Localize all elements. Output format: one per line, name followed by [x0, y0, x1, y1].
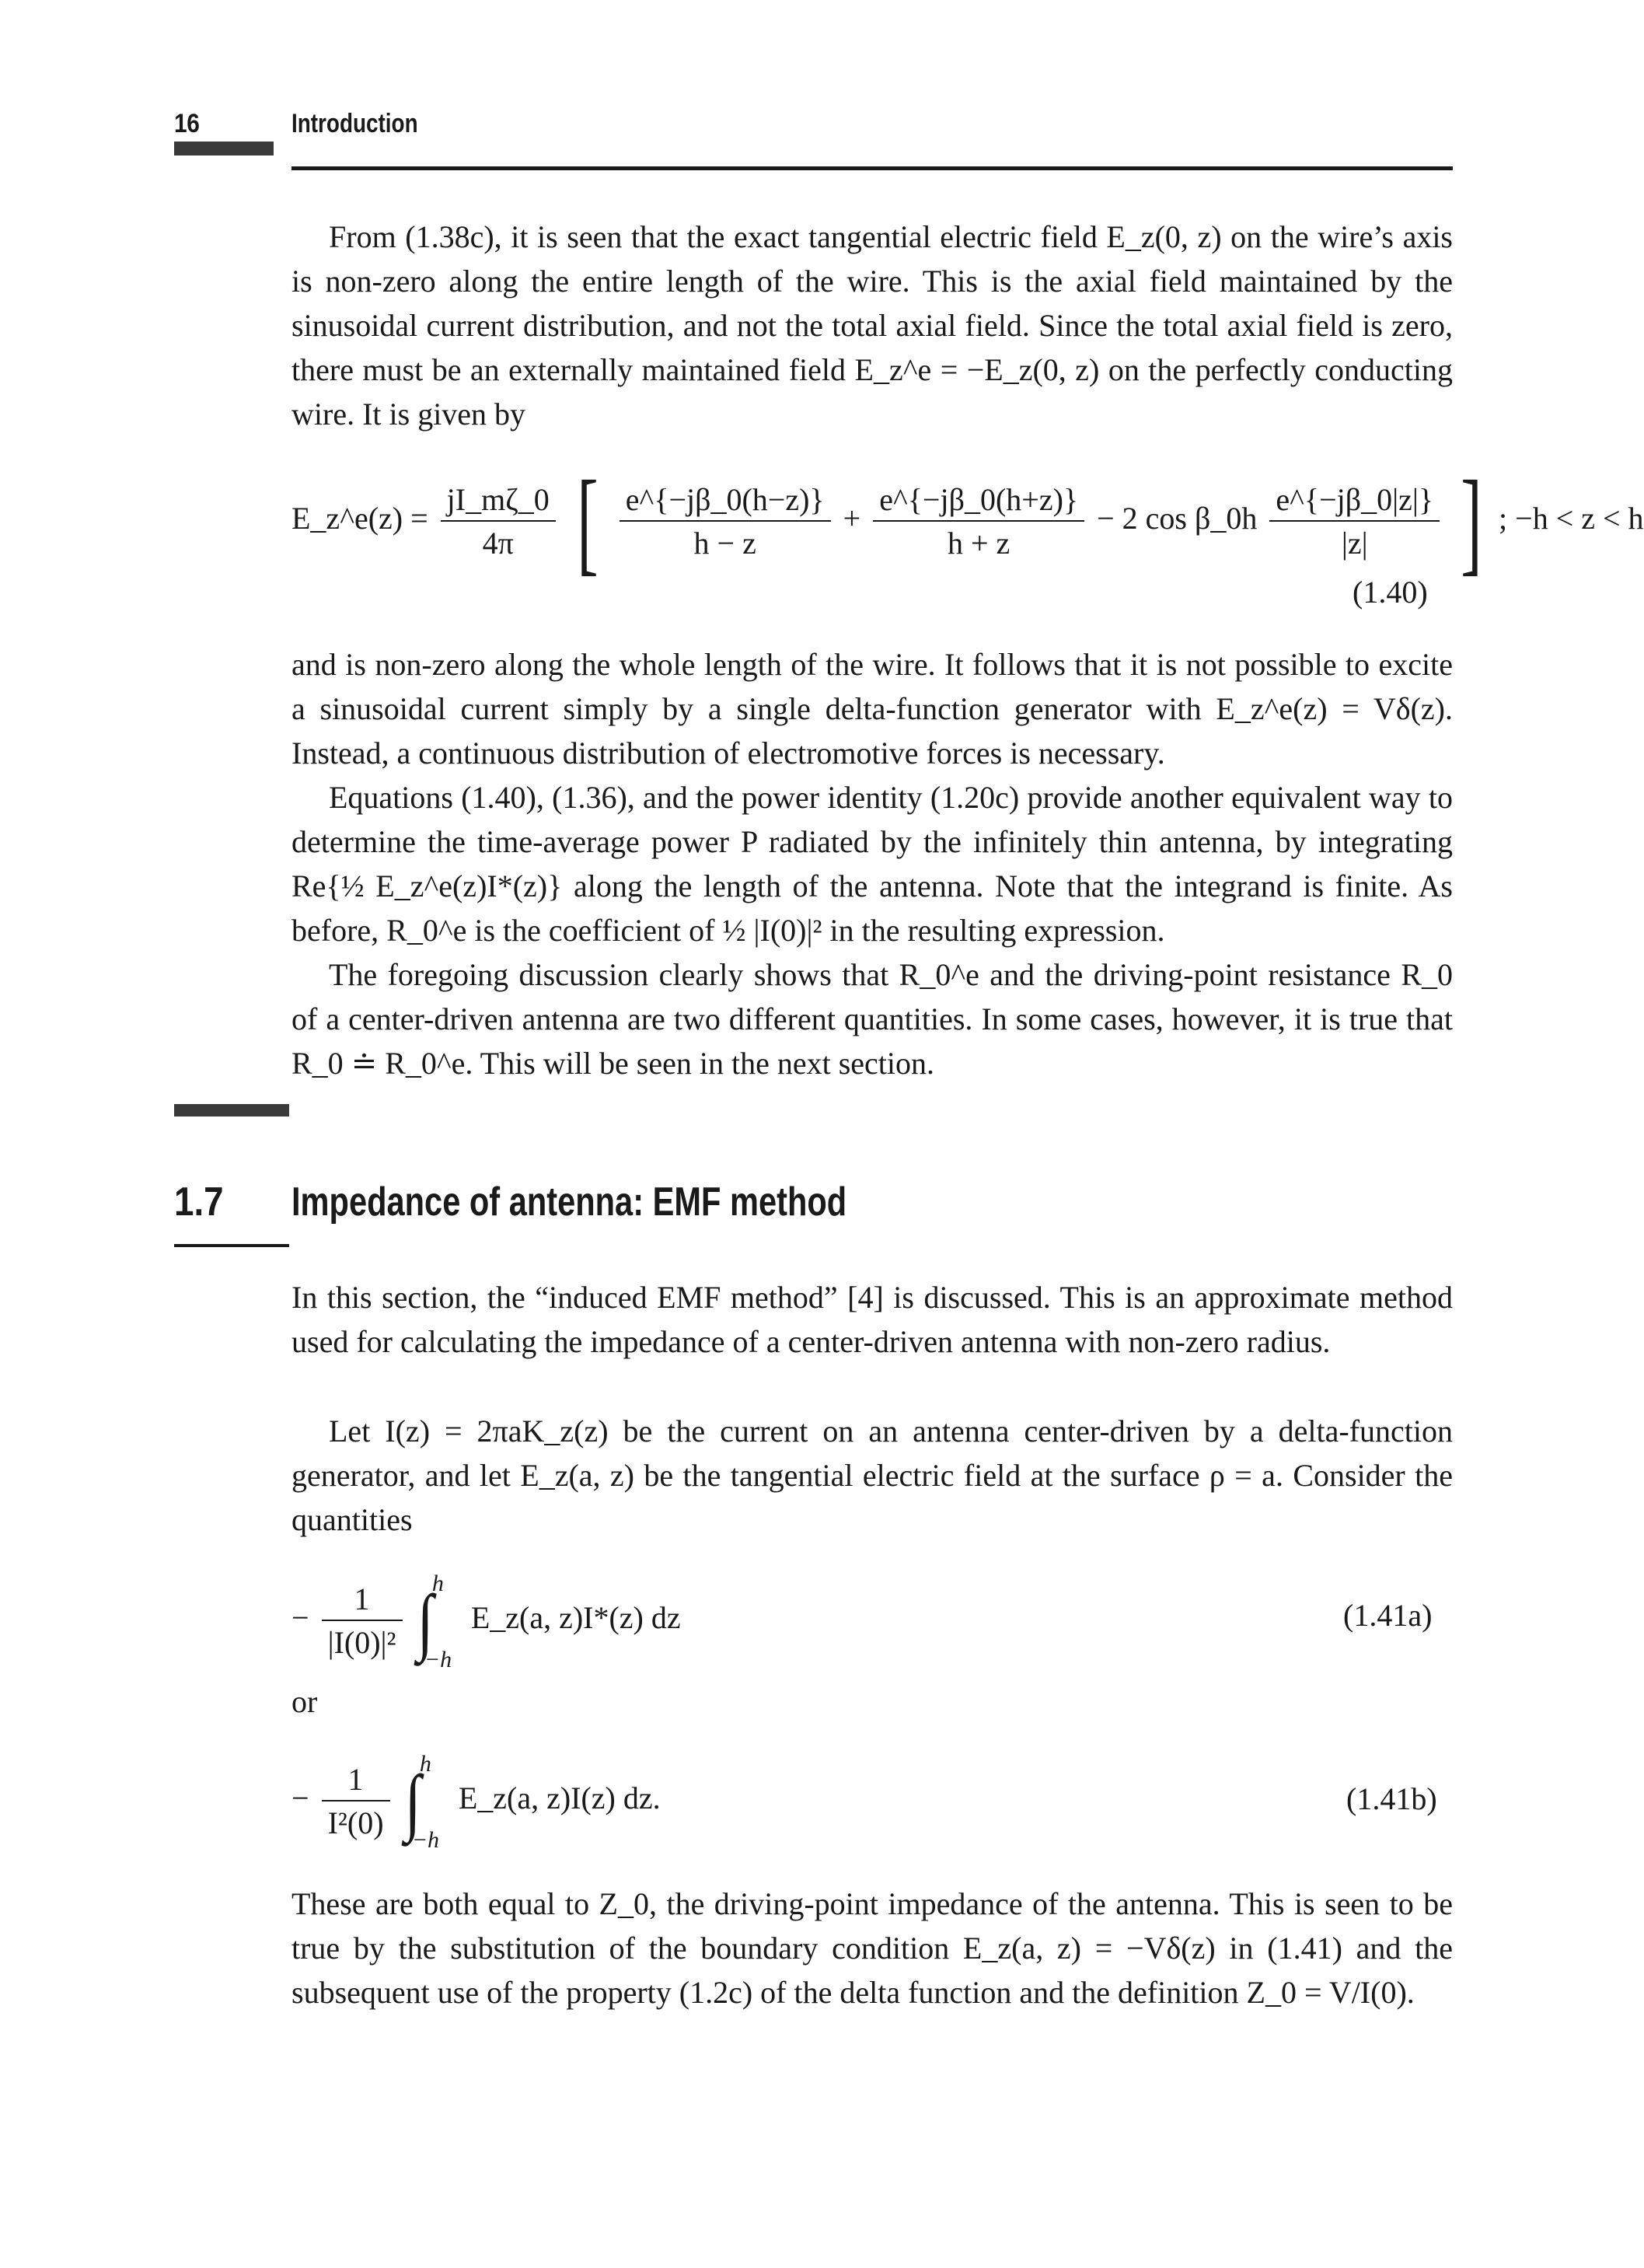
eq141a-lower: −h — [424, 1647, 452, 1672]
paragraph-or: or — [291, 1684, 318, 1719]
eq141b-frac-den: I²(0) — [322, 1800, 390, 1839]
equation-1-41b — [291, 1751, 661, 1853]
eq140-term1 — [620, 484, 831, 559]
paragraph-3: Equations (1.40), (1.36), and the power identity (1.20c) provide another equivalent way to determine the time-average power P radiated by the infinitely thin antenna, by integrating Re{½ E_z^e(z)I*(z)} along the length of the antenna. Note that the integrand is finite. As before, R_0^e is the coefficient of ½ |I(0)|² in the resulting expression. — [291, 780, 1453, 948]
eq140-t3-num: e^{−jβ_0|z|} — [1276, 482, 1434, 517]
section-bar — [174, 1104, 289, 1117]
eq141a-upper: h — [431, 1571, 444, 1596]
integral-sign: ∫ — [417, 1579, 434, 1662]
section-title: Impedance of antenna: EMF method — [291, 1179, 847, 1225]
eq140-coef-den: 4π — [441, 520, 556, 559]
eq140-coef — [441, 484, 556, 559]
eq140-term2 — [873, 484, 1084, 559]
eq140-minus-cos: − 2 cos β_0h — [1097, 501, 1258, 536]
eq141a-minus: − — [291, 1600, 309, 1636]
left-bracket: [ — [577, 457, 599, 586]
eq140-t3-den: |z| — [1269, 520, 1440, 559]
eq141a-frac-den: |I(0)|² — [322, 1620, 403, 1658]
eq140-condition: ; −h < z < h — [1499, 501, 1644, 536]
eq141a-integrand: E_z(a, z)I*(z) dz — [470, 1600, 681, 1636]
eq141a-frac-num: 1 — [354, 1581, 370, 1616]
header-rule — [291, 166, 1453, 170]
paragraph-5: In this section, the “induced EMF method” [4] is discussed. This is an approximate method used for calculating the impedance of a center-driven antenna with non-zero radius. — [291, 1280, 1453, 1359]
paragraph-4: The foregoing discussion clearly shows that R_0^e and the driving-point resistance R_0 of a center-driven antenna are two different quantities. In some cases, however, it is true that R_0 ≐ R_0^e. This will be seen in the next section. — [291, 957, 1453, 1081]
eq141b-integrand: E_z(a, z)I(z) dz. — [458, 1781, 661, 1816]
eq140-plus: + — [843, 501, 861, 536]
equation-1-41a — [291, 1571, 681, 1672]
paragraph-2: and is non-zero along the whole length of the wire. It follows that it is not possible to excite a sinusoidal current simply by a single delta-function generator with E_z^e(z) = Vδ(z). Instead, a continuous distribution of electromotive forces is necessary. — [291, 647, 1453, 771]
page-number: 16 — [174, 109, 200, 138]
paragraph-8: These are both equal to Z_0, the driving-point impedance of the antenna. This is seen to be true by the substitution of the boundary condition E_z(a, z) = −Vδ(z) in (1.41) and the subsequent use of the property (1.2c) of the delta function and the definition Z_0 = V/I(0). — [291, 1886, 1453, 2010]
eq141b-minus: − — [291, 1781, 309, 1816]
equation-number-1-41b: (1.41b) — [1346, 1781, 1437, 1816]
eq140-t2-den: h + z — [873, 520, 1084, 559]
eq141b-limits — [411, 1751, 451, 1853]
eq141b-frac — [322, 1764, 390, 1839]
eq141b-frac-num: 1 — [347, 1762, 364, 1797]
eq140-t1-den: h − z — [620, 520, 831, 559]
running-title: Introduction — [291, 109, 418, 138]
eq141b-upper: h — [419, 1751, 431, 1777]
eq141a-limits — [424, 1571, 463, 1672]
equation-1-40 — [291, 457, 1644, 586]
integral-sign: ∫ — [404, 1760, 421, 1843]
eq140-term3 — [1269, 484, 1440, 559]
section-rule — [174, 1244, 289, 1247]
eq140-t1-num: e^{−jβ_0(h−z)} — [625, 482, 825, 517]
eq140-lhs: E_z^e(z) = — [291, 501, 428, 536]
paragraph-6: Let I(z) = 2πaK_z(z) be the current on an antenna center-driven by a delta-function generator, and let E_z(a, z) be the tangential electric field at the surface ρ = a. Consider the quantities — [291, 1414, 1453, 1537]
eq141a-frac — [322, 1581, 403, 1660]
right-bracket: ] — [1461, 457, 1482, 586]
eq141b-lower: −h — [411, 1827, 440, 1853]
eq140-t2-num: e^{−jβ_0(h+z)} — [879, 482, 1079, 517]
header-bar — [174, 142, 274, 156]
equation-number-1-40: (1.40) — [1353, 575, 1428, 610]
equation-number-1-41a: (1.41a) — [1343, 1598, 1433, 1633]
paragraph-1: From (1.38c), it is seen that the exact tangential electric field E_z(0, z) on the wire’s axis is non-zero along the entire length of the wire. This is the axial field maintained by the sinusoidal current distribution, and not the total axial field. Since the total axial field is zero, there must be an externally maintained field E_z^e = −E_z(0, z) on the perfectly conducting wire. It is given by — [291, 219, 1453, 432]
section-number: 1.7 — [174, 1179, 224, 1225]
eq140-coef-num: jI_mζ_0 — [446, 482, 550, 517]
